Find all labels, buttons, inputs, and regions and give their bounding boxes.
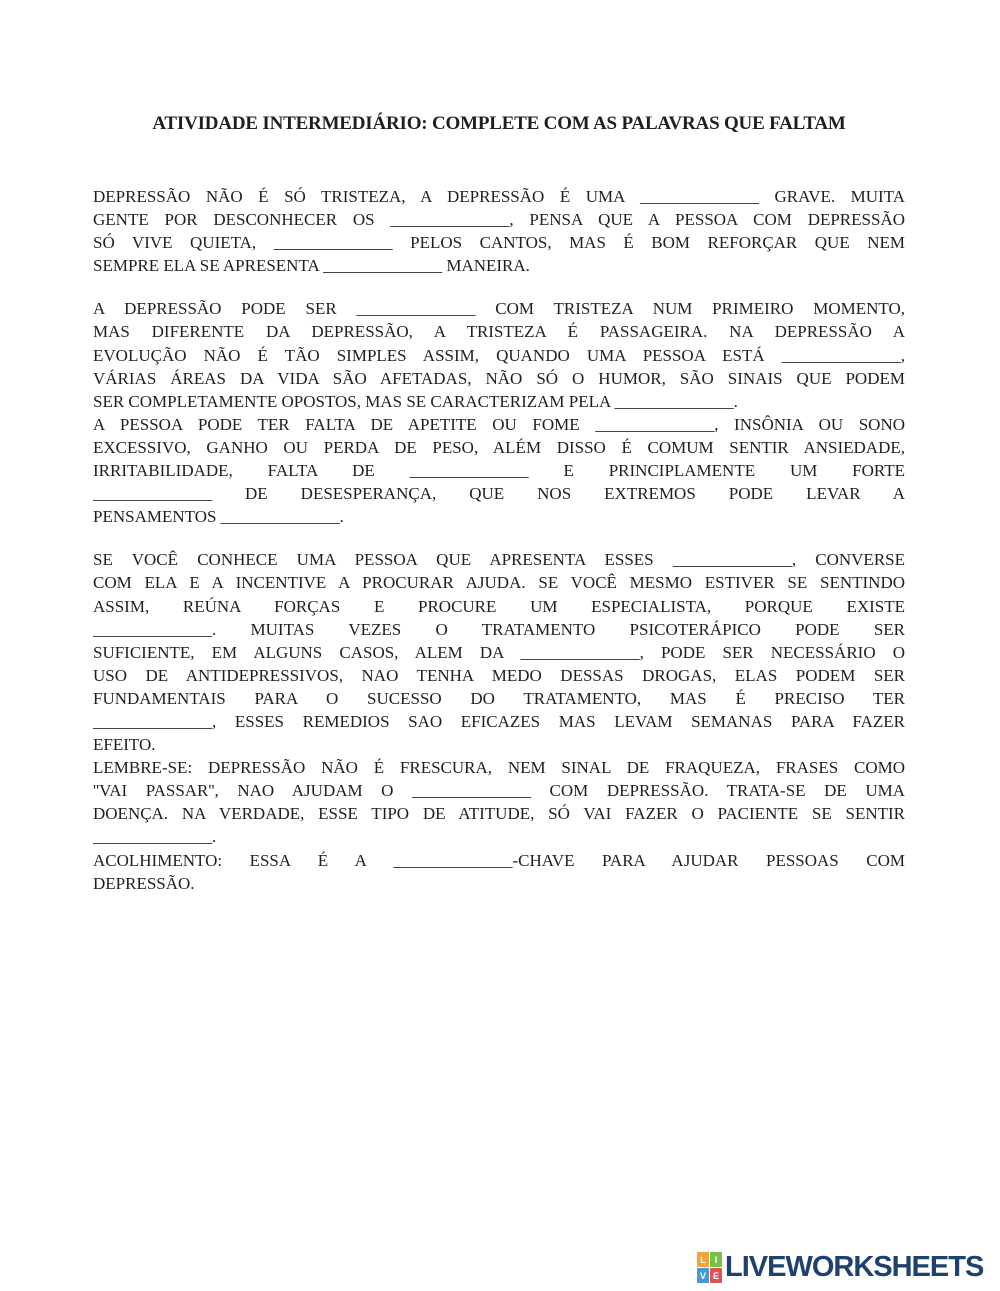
worksheet-text-area [93, 112, 905, 895]
logo-tile-l: L [697, 1252, 709, 1267]
text-line: IRRITABILIDADE, FALTA DE ______________ E PRINCIPLAMENTE UM FORTE [93, 461, 905, 481]
text-line: PENSAMENTOS ______________. [93, 507, 344, 527]
text-line: LEMBRE-SE: DEPRESSÃO NÃO É FRESCURA, NEM SINAL DE FRAQUEZA, FRASES COMO [93, 758, 905, 778]
text-line: USO DE ANTIDEPRESSIVOS, NAO TENHA MEDO DESSAS DROGAS, ELAS PODEM SER [93, 665, 905, 685]
text-line: GENTE POR DESCONHECER OS ______________, PENSA QUE A PESSOA COM DEPRESSÃO [93, 210, 905, 230]
text-line: A DEPRESSÃO PODE SER ______________ COM TRISTEZA NUM PRIMEIRO MOMENTO, [93, 299, 905, 319]
logo-tile-i: I [710, 1252, 722, 1267]
text-line: SER COMPLETAMENTE OPOSTOS, MAS SE CARACTERIZAM PELA ______________. [93, 391, 738, 411]
logo-tile-e: E [710, 1268, 722, 1283]
liveworksheets-wordmark: LIVEWORKSHEETS [725, 1251, 984, 1283]
text-line: VÁRIAS ÁREAS DA VIDA SÃO AFETADAS, NÃO SÓ O HUMOR, SÃO SINAIS QUE PODEM [93, 368, 905, 388]
text-line: ______________. MUITAS VEZES O TRATAMENTO PSICOTERÁPICO PODE SER [93, 619, 905, 639]
liveworksheets-icon [697, 1252, 722, 1283]
text-line: A PESSOA PODE TER FALTA DE APETITE OU FOME ______________, INSÔNIA OU SONO [93, 414, 905, 434]
text-line: DEPRESSÃO NÃO É SÓ TRISTEZA, A DEPRESSÃO É UMA ______________ GRAVE. MUITA [93, 187, 905, 206]
text-line: ______________, ESSES REMEDIOS SAO EFICAZES MAS LEVAM SEMANAS PARA FAZER [93, 711, 905, 731]
text-line: ______________ DE DESESPERANÇA, QUE NOS EXTREMOS PODE LEVAR A [93, 484, 905, 504]
text-line: SÓ VIVE QUIETA, ______________ PELOS CANTOS, MAS É BOM REFORÇAR QUE NEM [93, 233, 905, 253]
text-line: ______________. [93, 827, 217, 847]
text-line: ''VAI PASSAR'', NAO AJUDAM O ______________ COM DEPRESSÃO. TRATA-SE DE UMA [93, 781, 905, 801]
text-line: DOENÇA. NA VERDADE, ESSE TIPO DE ATITUDE, SÓ VAI FAZER O PACIENTE SE SENTIR [93, 804, 905, 824]
paragraph-3 [93, 548, 905, 894]
text-line: ASSIM, REÚNA FORÇAS E PROCURE UM ESPECIALISTA, PORQUE EXISTE [93, 596, 905, 616]
text-line: MAS DIFERENTE DA DEPRESSÃO, A TRISTEZA É PASSAGEIRA. NA DEPRESSÃO A [93, 322, 905, 342]
text-line: EXCESSIVO, GANHO OU PERDA DE PESO, ALÉM DISSO É COMUM SENTIR ANSIEDADE, [93, 437, 905, 457]
logo-tile-v: V [697, 1268, 709, 1283]
paragraph-2 [93, 297, 905, 528]
text-line: ACOLHIMENTO: ESSA É A ______________-CHAVE PARA AJUDAR PESSOAS COM [93, 850, 905, 870]
text-line: COM ELA E A INCENTIVE A PROCURAR AJUDA. SE VOCÊ MESMO ESTIVER SE SENTINDO [93, 573, 905, 593]
text-line: EVOLUÇÃO NÃO É TÃO SIMPLES ASSIM, QUANDO UMA PESSOA ESTÁ ______________, [93, 345, 905, 365]
text-line: FUNDAMENTAIS PARA O SUCESSO DO TRATAMENTO, MAS É PRECISO TER [93, 688, 905, 708]
text-line: EFEITO. [93, 735, 156, 755]
paragraph-1 [93, 185, 905, 277]
text-line: DEPRESSÃO. [93, 873, 195, 893]
text-line: SE VOCÊ CONHECE UMA PESSOA QUE APRESENTA ESSES ______________, CONVERSE [93, 550, 905, 570]
worksheet-title: ATIVIDADE INTERMEDIÁRIO: COMPLETE COM AS PALAVRAS QUE FALTAM [152, 113, 846, 134]
text-line: SEMPRE ELA SE APRESENTA ______________ MANEIRA. [93, 256, 530, 276]
liveworksheets-logo[interactable] [697, 1251, 983, 1284]
text-line: SUFICIENTE, EM ALGUNS CASOS, ALEM DA ______________, PODE SER NECESSÁRIO O [93, 642, 905, 662]
